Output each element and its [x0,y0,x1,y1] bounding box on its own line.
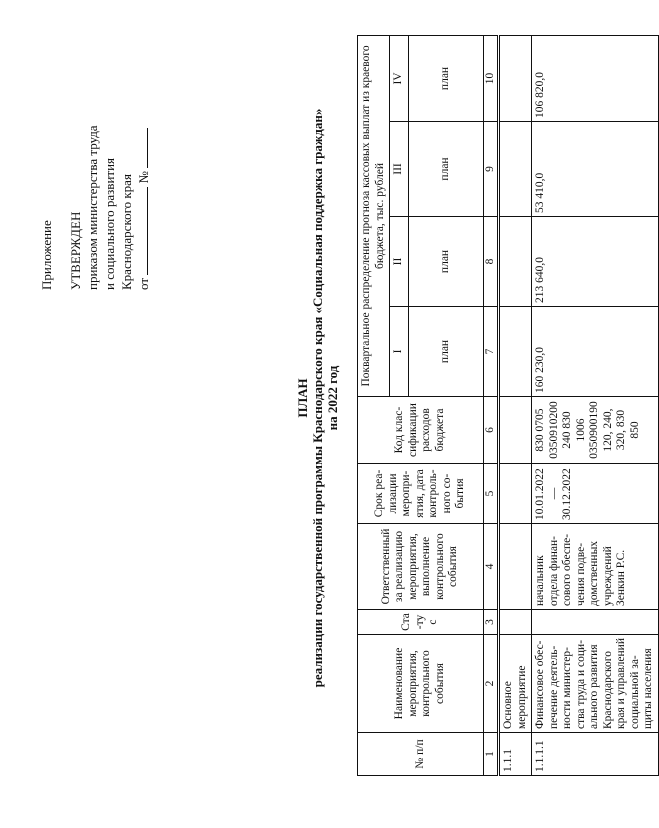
plan-label-2: план [408,217,483,307]
header-row [358,35,390,775]
col-num-7: 7 [483,307,499,397]
header-code: Код клас-сификации расходов бюджета [358,397,484,464]
quarter-3: III [390,122,409,217]
quarter-4: IV [390,35,409,121]
plan-label-4: план [408,35,483,121]
number-sign: № [136,171,151,184]
quarter-2: II [390,217,409,307]
row-deadline [499,464,532,524]
table-row [532,35,659,775]
row-num: 1.1.1 [499,733,532,776]
col-num-2: 2 [483,635,499,733]
table-row [499,35,532,775]
col-num-4: 4 [483,524,499,610]
row-q3 [499,122,532,217]
plan-table [357,35,659,776]
header-responsible: Ответственный за реализацию мероприятия, выполнение контрольного события [358,524,484,610]
col-num-6: 6 [483,397,499,464]
col-num-9: 9 [483,122,499,217]
col-num-1: 1 [483,733,499,776]
row-status [499,610,532,635]
approval-block [38,60,152,290]
row-responsible: начальник отдела финан-сового обеспе-чения подве-домственных учреждений Зенкин Р.С. [532,524,659,610]
row-responsible [499,524,532,610]
row-q2: 213 640,0 [532,217,659,307]
row-code [499,397,532,464]
row-name: Основное мероприятие [499,635,532,733]
header-status: Ста-тус [358,610,484,635]
document-year: на 2022 год [325,365,340,431]
header-num: № п/п [358,733,484,776]
row-q2 [499,217,532,307]
document-heading [295,98,340,698]
approval-line-2: и социального развития [102,157,117,290]
header-deadline: Срок реа-лизации меропри-ятия, дата контроль-ного со-бытия [358,464,484,524]
approval-line-1: приказом министерства труда [85,125,100,290]
row-code: 830 0705 0350910200 240 830 1006 0350900190 120, 240, 320, 830 850 [532,397,659,464]
deadline-dash: — [547,487,560,500]
header-name: Наименование мероприятия, контрольного события [358,635,484,733]
row-deadline [532,464,659,524]
deadline-end: 30.12.2022 [561,468,573,520]
row-name: Финансовое обес-печение деятель-ности министер-ства труда и соци-ального развития Краснодарского края и управлений социальной за-щиты населения [532,635,659,733]
approval-date-line [135,60,152,290]
document-title: ПЛАН [295,378,310,418]
col-num-10: 10 [483,35,499,121]
row-q1: 160 230,0 [532,307,659,397]
plan-label-1: план [408,307,483,397]
row-status [532,610,659,635]
col-num-3: 3 [483,610,499,635]
row-q4 [499,35,532,121]
row-q4: 106 820,0 [532,35,659,121]
col-num-8: 8 [483,217,499,307]
date-blank [135,187,148,275]
approved-label: УТВЕРЖДЕН [68,211,83,290]
approval-line-3: Краснодарского края [119,174,134,290]
row-q3: 53 410,0 [532,122,659,217]
document-subtitle: реализации государственной программы Краснодарского края «Социальная поддержка граждан» [310,108,325,688]
number-blank [135,128,148,168]
row-num: 1.1.1.1 [532,733,659,776]
header-quarterly: Поквартальное распределение прогноза кассовых выплат из краевого бюджета, тыс. рублей [358,35,390,396]
col-num-5: 5 [483,464,499,524]
deadline-start: 10.01.2022 [534,468,546,520]
column-number-row [483,35,499,775]
appendix-label: Приложение [39,220,54,290]
quarter-1: I [390,307,409,397]
date-prefix: от [136,277,151,290]
row-q1 [499,307,532,397]
plan-label-3: план [408,122,483,217]
